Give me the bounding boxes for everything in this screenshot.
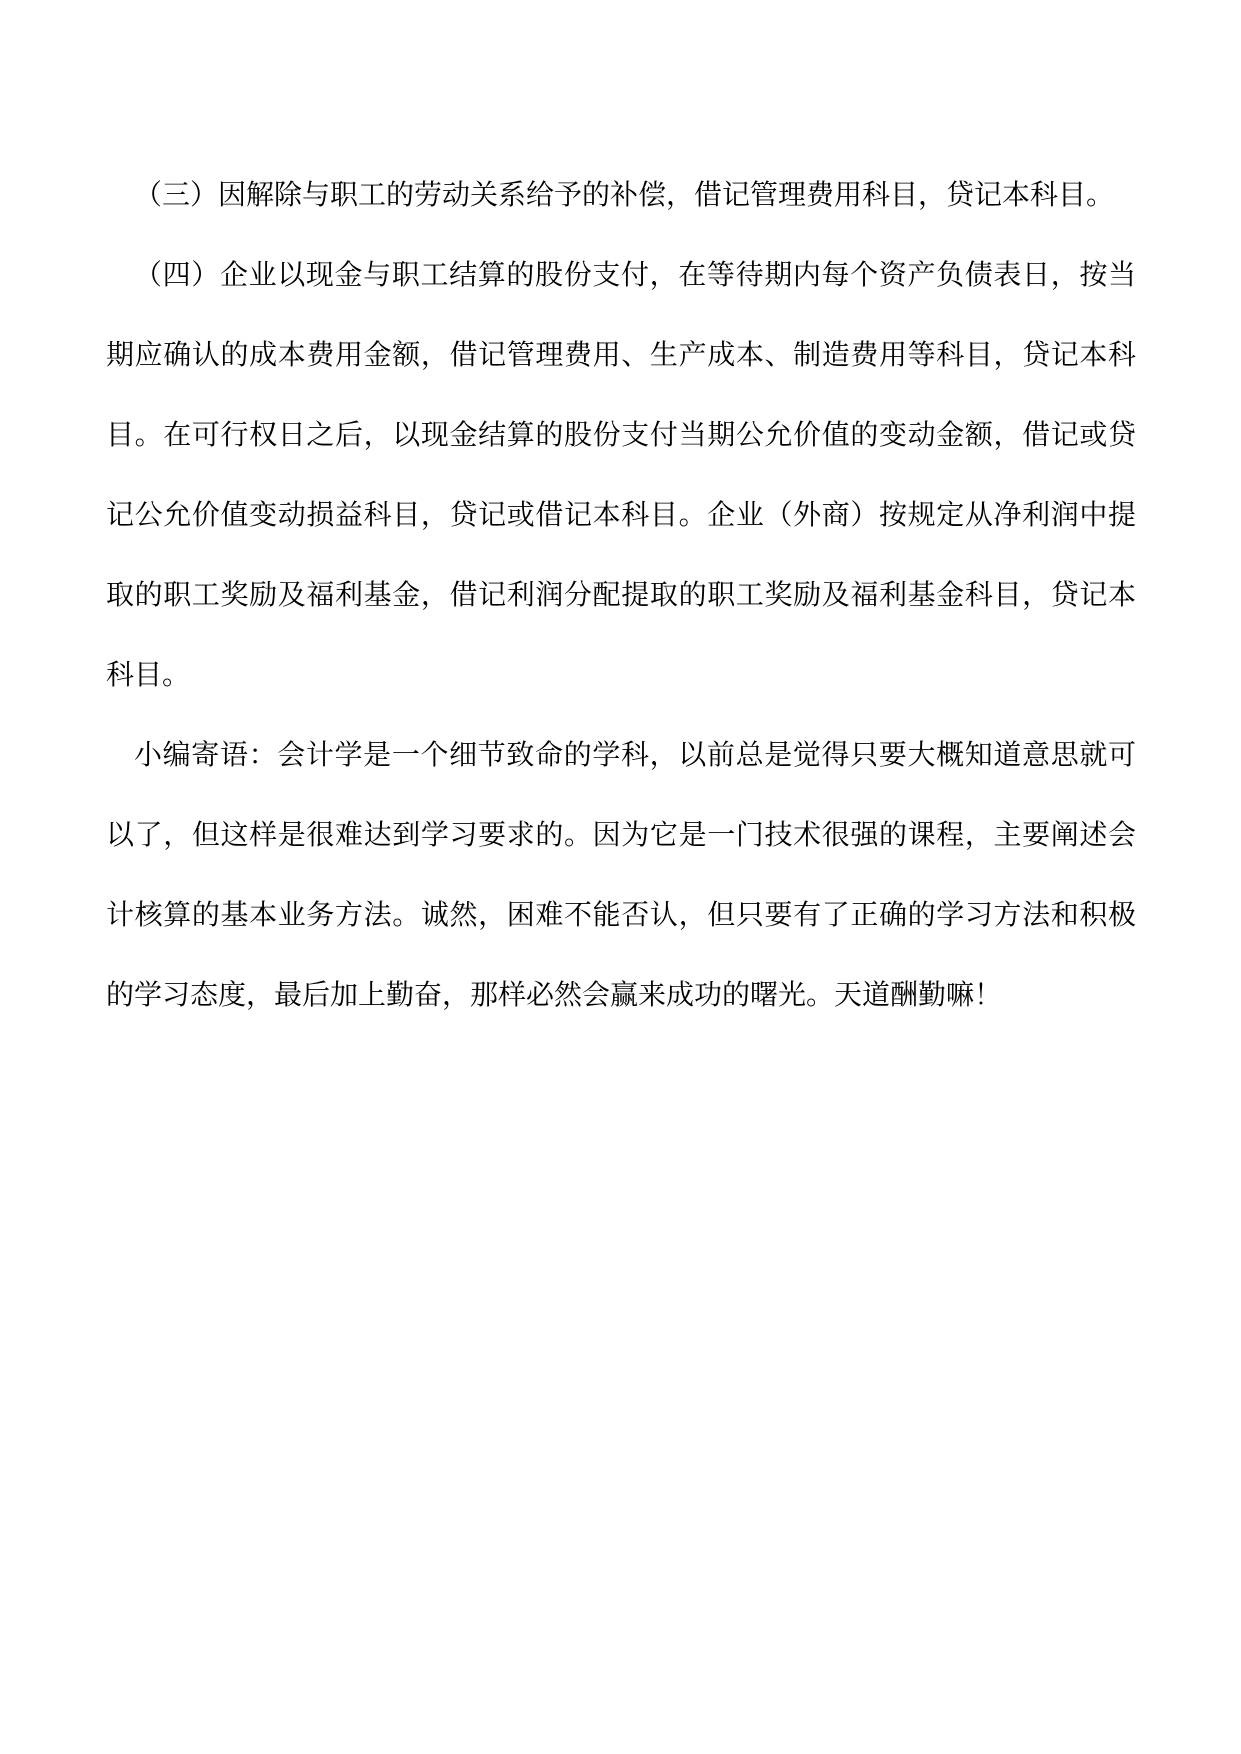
paragraph-editor-note: 小编寄语：会计学是一个细节致命的学科，以前总是觉得只要大概知道意思就可以了，但这样是很难达到学习要求的。因为它是一门技术很强的课程，主要阐述会计核算的基本业务方法。诚然，困难不能否认，但只要有了正确的学习方法和积极的学习态度，最后加上勤奋，那样必然会赢来成功的曙光。天道酬勤嘛！ <box>106 738 1136 1011</box>
paragraph-compensation: （三）因解除与职工的劳动关系给予的补偿，借记管理费用科目，贷记本科目。 <box>134 178 1115 211</box>
document-body <box>106 155 1136 1035</box>
paragraph-share-payment: （四）企业以现金与职工结算的股份支付，在等待期内每个资产负债表日，按当期应确认的成本费用金额，借记管理费用、生产成本、制造费用等科目，贷记本科目。在可行权日之后，以现金结算的股份支付当期公允价值的变动金额，借记或贷记公允价值变动损益科目，贷记或借记本科目。企业（外商）按规定从净利润中提取的职工奖励及福利基金，借记利润分配提取的职工奖励及福利基金科目，贷记本科目。 <box>106 258 1136 691</box>
